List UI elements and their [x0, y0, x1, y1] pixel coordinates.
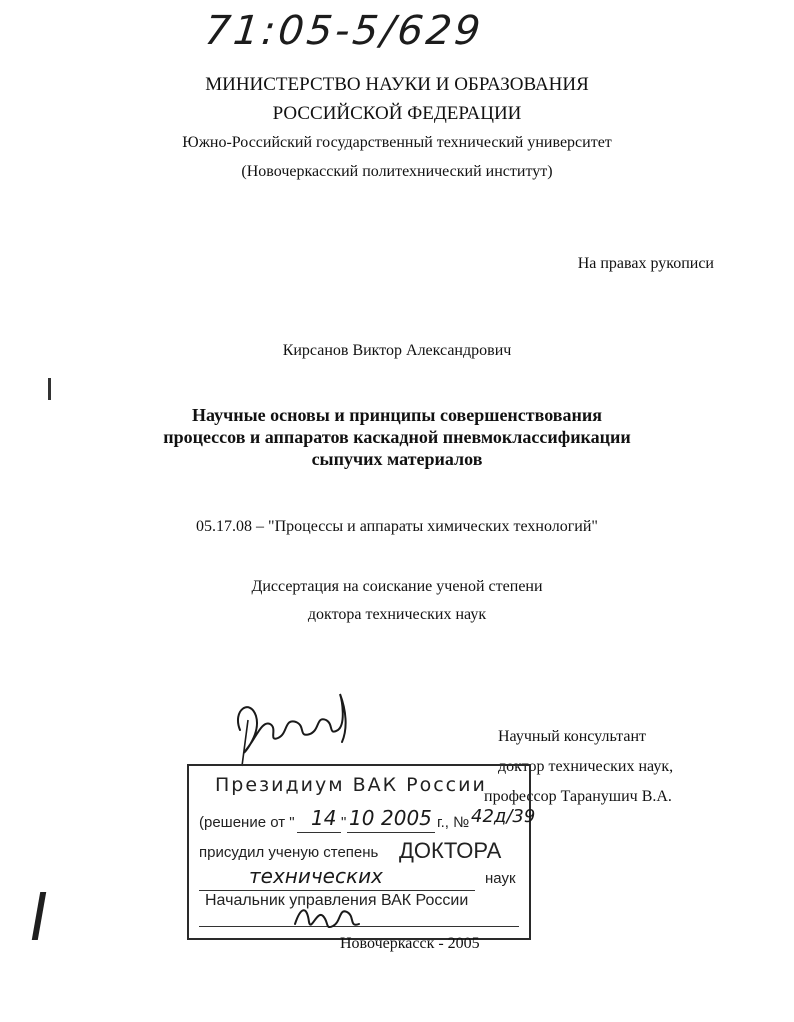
- author-name: Кирсанов Виктор Александрович: [282, 342, 512, 359]
- stamp-chief-title: Начальник управления ВАК России: [205, 892, 469, 909]
- rights-note: На правах рукописи: [577, 255, 714, 272]
- stamp-field-handwritten: технических: [249, 864, 383, 888]
- stamp-decision-year: 2005: [381, 806, 432, 830]
- stamp-decision-mid: ": [341, 814, 347, 831]
- stamp-decision-prefix: (решение от ": [199, 814, 295, 831]
- scan-mark: [48, 378, 51, 400]
- ministry-line-1: МИНИСТЕРСТВО НАУКИ И ОБРАЗОВАНИЯ: [205, 74, 589, 95]
- stamp-decision-year-suffix: г., №: [437, 814, 470, 831]
- stamp-date-underline: [347, 832, 435, 833]
- stamp-decision-number: 42д/39: [471, 806, 536, 827]
- university-name: Южно-Российский государственный технический университет: [182, 134, 612, 151]
- stamp-chief-signature: [289, 896, 369, 936]
- dissertation-title-line-1: Научные основы и принципы совершенствования: [191, 405, 602, 425]
- specialty-code: 05.17.08 – "Процессы и аппараты химических технологий": [196, 518, 598, 535]
- stamp-day-underline: [297, 832, 341, 833]
- vak-stamp: [187, 764, 536, 940]
- city-year: Новочеркасск - 2005: [340, 935, 480, 952]
- consultant-role: Научный консультант: [498, 728, 646, 745]
- dissertation-title-line-3: сыпучих материалов: [311, 449, 483, 469]
- dissertation-degree-line-1: Диссертация на соискание ученой степени: [251, 578, 543, 595]
- consultant-signature: [222, 680, 362, 770]
- stamp-degree: ДОКТОРА: [399, 838, 502, 863]
- stamp-field-underline: [199, 890, 475, 891]
- archive-number: 71:05-5/629: [202, 8, 486, 54]
- dissertation-title-line-2: процессов и аппаратов каскадной пневмоклассификации: [163, 427, 631, 447]
- scan-mark: [32, 892, 46, 940]
- stamp-field-suffix: наук: [485, 870, 516, 887]
- institute-name: (Новочеркасский политехнический институт): [241, 163, 553, 180]
- stamp-title: Президиум ВАК России: [215, 774, 487, 796]
- stamp-decision-day: 14: [311, 806, 337, 830]
- stamp-decision-month: 10: [349, 806, 375, 830]
- consultant-degree: доктор технических наук,: [498, 758, 674, 775]
- dissertation-degree-line-2: доктора технических наук: [307, 606, 487, 623]
- stamp-awarded-prefix: присудил ученую степень: [199, 844, 379, 861]
- consultant-name: профессор Таранушич В.А.: [484, 788, 672, 805]
- ministry-line-2: РОССИЙСКОЙ ФЕДЕРАЦИИ: [272, 103, 522, 124]
